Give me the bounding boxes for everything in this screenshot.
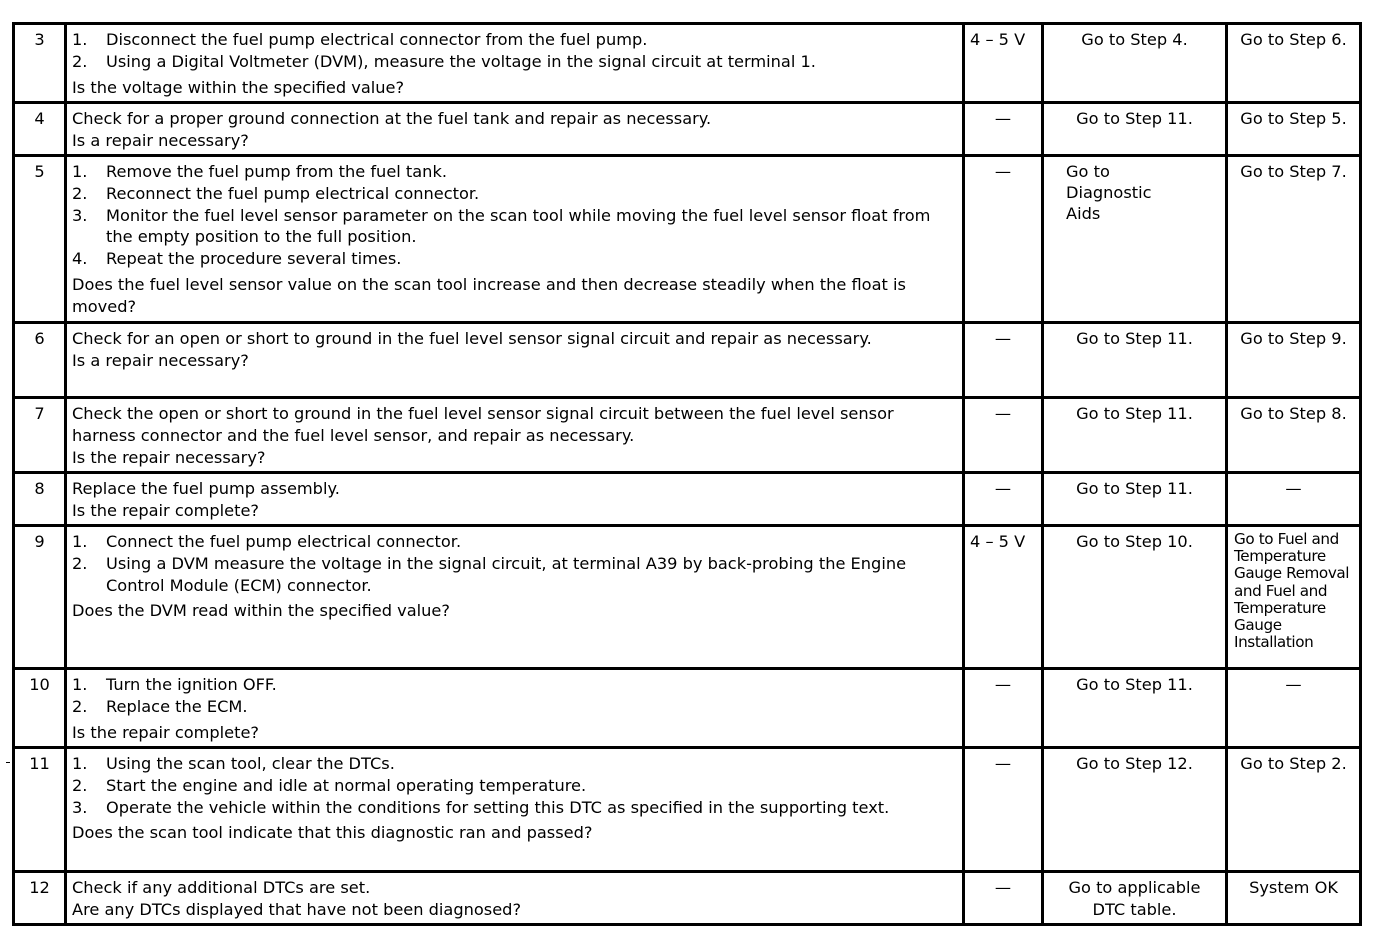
margin-mark [6,762,10,763]
yes-cell: Go to Step 11. [1043,103,1227,156]
yes-cell: Go to Step 12. [1043,748,1227,872]
question-text: Is the repair necessary? [72,447,266,467]
no-cell: Go to Step 5. [1227,103,1361,156]
action-cell [66,323,964,398]
action-cell [66,526,964,669]
question-text: Does the fuel level sensor value on the scan tool increase and then decrease steadily when the float is moved? [72,274,906,316]
table-row [14,24,1361,103]
no-cell: Go to Step 9. [1227,323,1361,398]
action-text: Check for a proper ground connection at the fuel tank and repair as necessary. [72,109,712,128]
value-cell: — [964,156,1043,323]
list-item: 2. Replace the ECM. [72,696,248,716]
no-cell: Go to Step 2. [1227,748,1361,872]
table-row [14,323,1361,398]
action-text: Check for an open or short to ground in the fuel level sensor signal circuit and repair as necessary. [72,329,872,348]
action-cell [66,669,964,748]
no-cell: — [1227,669,1361,748]
question-text: Does the DVM read within the specified value? [72,601,450,621]
list-item: 2. Start the engine and idle at normal operating temperature. [72,775,587,795]
yes-cell: Go to Step 11. [1043,473,1227,526]
table-row [14,748,1361,872]
value-cell: — [964,669,1043,748]
action-text: Check if any additional DTCs are set. [72,878,371,897]
list-item: 1. Connect the fuel pump electrical connector. [72,532,462,551]
list-item: 1. Remove the fuel pump from the fuel tank. [72,162,447,181]
yes-cell: Go to Step 4. [1043,24,1227,103]
step-number: 10 [14,669,66,748]
step-number: 3 [14,24,66,103]
step-number: 6 [14,323,66,398]
step-number: 12 [14,872,66,925]
list-item: 3. Monitor the fuel level sensor parameter on the scan tool while moving the fuel level sensor float from the empty position to the full position. [72,205,931,247]
no-cell: Go to Step 7. [1227,156,1361,323]
action-cell [66,103,964,156]
list-item: 1. Disconnect the fuel pump electrical connector from the fuel pump. [72,30,648,49]
step-number: 11 [14,748,66,872]
action-cell [66,156,964,323]
value-cell: — [964,872,1043,925]
table-row [14,526,1361,669]
list-item: 2. Reconnect the fuel pump electrical connector. [72,183,480,203]
list-item: 2. Using a Digital Voltmeter (DVM), measure the voltage in the signal circuit at terminal 1. [72,51,816,71]
list-item: 3. Operate the vehicle within the conditions for setting this DTC as specified in the supporting text. [72,797,890,817]
table-row [14,398,1361,473]
list-item: 2. Using a DVM measure the voltage in the signal circuit, at terminal A39 by back-probing the Engine Control Module (ECM) connector. [72,553,907,595]
question-text: Is a repair necessary? [72,350,249,370]
table-row [14,156,1361,323]
list-item: 1. Turn the ignition OFF. [72,675,277,694]
value-cell: — [964,748,1043,872]
question-text: Is the repair complete? [72,722,260,742]
yes-cell: Go to Step 11. [1043,398,1227,473]
step-number: 9 [14,526,66,669]
yes-cell: Go to Step 10. [1043,526,1227,669]
action-cell [66,24,964,103]
question-text: Does the scan tool indicate that this diagnostic ran and passed? [72,823,593,843]
no-cell: System OK [1227,872,1361,925]
yes-cell: Go to Step 11. [1043,323,1227,398]
list-item: 1. Using the scan tool, clear the DTCs. [72,754,395,773]
action-cell [66,473,964,526]
action-text: Check the open or short to ground in the fuel level sensor signal circuit between the fuel level sensor harness connector and the fuel level sensor, and repair as necessary. [72,404,894,445]
value-cell: 4 – 5 V [964,24,1043,103]
no-cell: Go to Fuel and Temperature Gauge Removal and Fuel and Temperature Gauge Installation [1227,526,1361,669]
no-cell: Go to Step 6. [1227,24,1361,103]
value-cell: — [964,323,1043,398]
yes-cell: Go to Diagnostic Aids [1043,156,1227,323]
action-text: Replace the fuel pump assembly. [72,479,340,498]
table-row [14,669,1361,748]
step-number: 7 [14,398,66,473]
value-cell: — [964,398,1043,473]
list-item: 4. Repeat the procedure several times. [72,249,402,269]
value-cell: — [964,103,1043,156]
question-text: Are any DTCs displayed that have not been diagnosed? [72,899,522,919]
question-text: Is the repair complete? [72,500,260,520]
step-number: 5 [14,156,66,323]
step-number: 8 [14,473,66,526]
table-row [14,473,1361,526]
yes-cell: Go to Step 11. [1043,669,1227,748]
step-number: 4 [14,103,66,156]
yes-cell: Go to applicable DTC table. [1043,872,1227,925]
action-cell [66,398,964,473]
diagnostic-table [12,22,1362,926]
value-cell: 4 – 5 V [964,526,1043,669]
no-cell: — [1227,473,1361,526]
question-text: Is the voltage within the specified value? [72,77,405,97]
action-cell [66,872,964,925]
question-text: Is a repair necessary? [72,130,249,150]
table-row [14,103,1361,156]
action-cell [66,748,964,872]
no-cell: Go to Step 8. [1227,398,1361,473]
table-row [14,872,1361,925]
value-cell: — [964,473,1043,526]
